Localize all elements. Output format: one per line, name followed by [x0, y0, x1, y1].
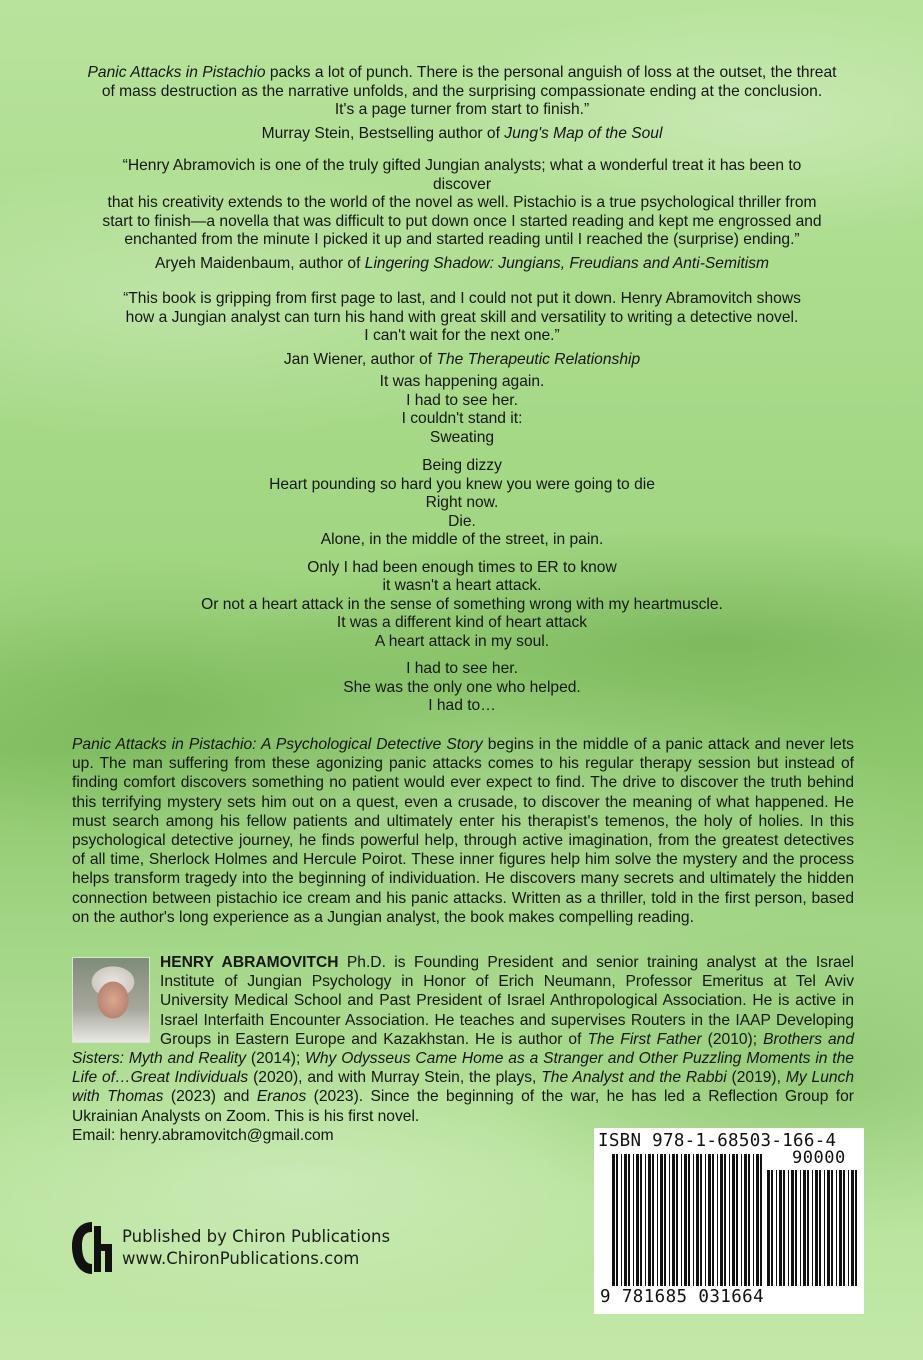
barcode-bar: [633, 1154, 634, 1286]
barcode-bar: [831, 1170, 833, 1286]
barcode-bar: [684, 1154, 687, 1286]
barcode-bar: [700, 1154, 702, 1286]
quote-2: “Henry Abramovich is one of the truly gifted Jungian analysts; what a wonderful treat it has been to discover that his creativity extends to the world of the novel as well. Pistachio is a true psychological thriller from start to finish—a novella that was difficult to put down once I started reading and kept me engrossed and enchanted from the minute I picked it up and started reading until I reached the (surprise) ending.” Aryeh Maidenbaum, author of Lingering Shadow: Jungians, Freudians and Anti-Semitism: [72, 157, 852, 273]
ean-addon-digits: 90000: [792, 1148, 846, 1168]
barcode-bar: [696, 1154, 699, 1286]
barcode-bar: [795, 1170, 797, 1286]
barcode-bar: [717, 1154, 718, 1286]
barcode-bar: [827, 1170, 830, 1286]
barcode-bar: [736, 1154, 738, 1286]
book-description: Panic Attacks in Pistachio: A Psychological Detective Story begins in the middle of a panic attack and never lets up. The man suffering from these agonizing panic attacks comes to his regular therapy session but instead of finding comfort discovers something no patient would ever expect to find. The drive to discover the truth behind this terrifying mystery sets him out on a quest, even a crusade, to discover the meaning of what happened. He must search among his fellow patients and ultimately enter his therapist's temenos, the holy of holies. In this psychological detective journey, he finds powerful help, through active imagination, from the greatest detectives of all time, Sherlock Holmes and Hercule Poirot. These inner figures help him solve the mystery and the process helps transform tragedy into the beginning of individuation. He discovers many secrets and ultimately the hidden connection between pistachio ice cream and his panic attacks. Written as a thriller, told in the first person, based on the author's long experience as a Jungian analyst, the book makes compelling reading.: [72, 736, 854, 926]
barcode-bar: [708, 1154, 711, 1286]
barcode-bar: [676, 1154, 678, 1286]
barcode-bar: [855, 1170, 857, 1286]
barcode-bar: [748, 1154, 750, 1286]
barcode-bar: [771, 1170, 773, 1286]
barcode-bar: [621, 1154, 622, 1286]
barcode-bar: [612, 1154, 615, 1286]
publisher-url[interactable]: www.ChironPublications.com: [122, 1249, 360, 1268]
barcode-bar: [648, 1154, 651, 1286]
author-email: Email: henry.abramovitch@gmail.com: [72, 1126, 334, 1144]
barcode-bar: [753, 1154, 754, 1286]
quote-3: “This book is gripping from first page to last, and I could not put it down. Henry Abramovitch shows how a Jungian analyst can turn his hand with great skill and versatility to writing a detective novel. I can't wait for the next one.” Jan Wiener, author of The Therapeutic Relationship: [72, 290, 852, 369]
barcode-bar: [616, 1154, 618, 1286]
barcode-bar: [664, 1154, 666, 1286]
barcode-bar: [800, 1170, 801, 1286]
barcode-bar: [636, 1154, 639, 1286]
addon-barcode: [767, 1170, 857, 1286]
barcode-bar: [705, 1154, 706, 1286]
publisher-name: Published by Chiron Publications: [122, 1227, 391, 1246]
poem-stanza: Only I had been enough times to ER to know it wasn't a heart attack. Or not a heart attack in the sense of something wrong with my heartmuscle. It was a different kind of heart attack A heart attack in my soul.: [201, 558, 723, 650]
author-name: HENRY ABRAMOVITCH: [160, 954, 339, 971]
barcode-bar: [720, 1154, 723, 1286]
barcode-bar: [779, 1170, 782, 1286]
barcode-bar: [732, 1154, 735, 1286]
barcode-bar: [807, 1170, 809, 1286]
isbn-label: ISBN 978-1-68503-166-4: [598, 1131, 837, 1151]
barcode-bar: [756, 1154, 759, 1286]
barcode-bar: [672, 1154, 675, 1286]
barcode-bar: [767, 1170, 770, 1286]
barcode-bar: [744, 1154, 747, 1286]
barcode-bar: [660, 1154, 663, 1286]
ean-digits: 9 781685 031664: [600, 1287, 765, 1307]
barcode-bar: [729, 1154, 730, 1286]
barcode-bar: [812, 1170, 813, 1286]
barcode-bar: [669, 1154, 670, 1286]
barcode-bar: [724, 1154, 726, 1286]
poem-excerpt: [72, 373, 852, 724]
poem-stanza: I had to see her. She was the only one who helped. I had to…: [343, 660, 581, 714]
chiron-logo-icon: [70, 1220, 114, 1276]
barcode-bar: [836, 1170, 837, 1286]
barcode-bar: [760, 1154, 762, 1286]
poem-stanza: It was happening again. I had to see her. I couldn't stand it: Sweating: [379, 373, 545, 446]
author-bio: HENRY ABRAMOVITCH Ph.D. is Founding President and senior training analyst at the Israel Institute of Jungian Psychology in Honor of Erich Neumann, Professor Emeritus at Tel Aviv University Medical School and Past President of Israel Anthropological Association. He is active in Israel Interfaith Encounter Association. He teaches and supervises Routers in the IAAP Developing Groups in Eastern Europe and Kazakhstan. He is author of The First Father (2010); Brothers and Sisters: Myth and Reality (2014); Why Odysseus Came Home as a Stranger and Other Puzzling Moments in the Life of…Great Individuals (2020), and with Murray Stein, the plays, The Analyst and the Rabbi (2019), My Lunch with Thomas (2023) and Eranos (2023). Since the beginning of the war, he has led a Reflection Group for Ukrainian Analysts on Zoom. This is his first novel. Email: henry.abramovitch@gmail.com: [72, 954, 855, 1144]
barcode-bar: [712, 1154, 714, 1286]
barcode-bar: [741, 1154, 742, 1286]
barcode-bar: [657, 1154, 658, 1286]
barcode-bar: [848, 1170, 849, 1286]
barcode-bar: [776, 1170, 777, 1286]
barcode-bar: [640, 1154, 642, 1286]
quote-1: Panic Attacks in Pistachio packs a lot of punch. There is the personal anguish of loss at the outset, the threat of mass destruction as the narrative unfolds, and the surprising compassionate ending at the conclusion. It's a page turner from start to finish.” Murray Stein, Bestselling author of Jung's Map of the Soul: [72, 64, 852, 143]
barcode-bar: [824, 1170, 825, 1286]
barcode-bar: [815, 1170, 818, 1286]
publisher-text: [122, 1226, 390, 1270]
quote-3-attribution: Jan Wiener, author of The Therapeutic Relationship: [283, 350, 641, 368]
ean-barcode: [612, 1154, 762, 1286]
barcode-bar: [681, 1154, 682, 1286]
barcode-bar: [803, 1170, 806, 1286]
barcode-bar: [819, 1170, 821, 1286]
author-photo: [72, 957, 150, 1043]
barcode-bar: [624, 1154, 627, 1286]
barcode-bar: [851, 1170, 854, 1286]
publisher-block: [70, 1220, 390, 1276]
poem-stanza: Being dizzy Heart pounding so hard you knew you were going to die Right now. Die. Alone, in the middle of the street, in pain.: [269, 457, 655, 548]
barcode-bar: [791, 1170, 794, 1286]
barcode-bar: [839, 1170, 842, 1286]
barcode-bar: [783, 1170, 785, 1286]
barcode-bar: [788, 1170, 789, 1286]
quote-1-text: Panic Attacks in Pistachio packs a lot of punch. There is the personal anguish of loss at the outset, the threat: [87, 64, 837, 81]
quote-2-attribution: Aryeh Maidenbaum, author of Lingering Shadow: Jungians, Freudians and Anti-Semitism: [155, 254, 769, 272]
barcode-bar: [652, 1154, 654, 1286]
barcode-bar: [645, 1154, 646, 1286]
barcode-bar: [693, 1154, 694, 1286]
quote-1-attribution: Murray Stein, Bestselling author of Jung's Map of the Soul: [261, 124, 663, 142]
barcode-bar: [843, 1170, 845, 1286]
barcode-bar: [628, 1154, 630, 1286]
barcode-bar: [688, 1154, 690, 1286]
